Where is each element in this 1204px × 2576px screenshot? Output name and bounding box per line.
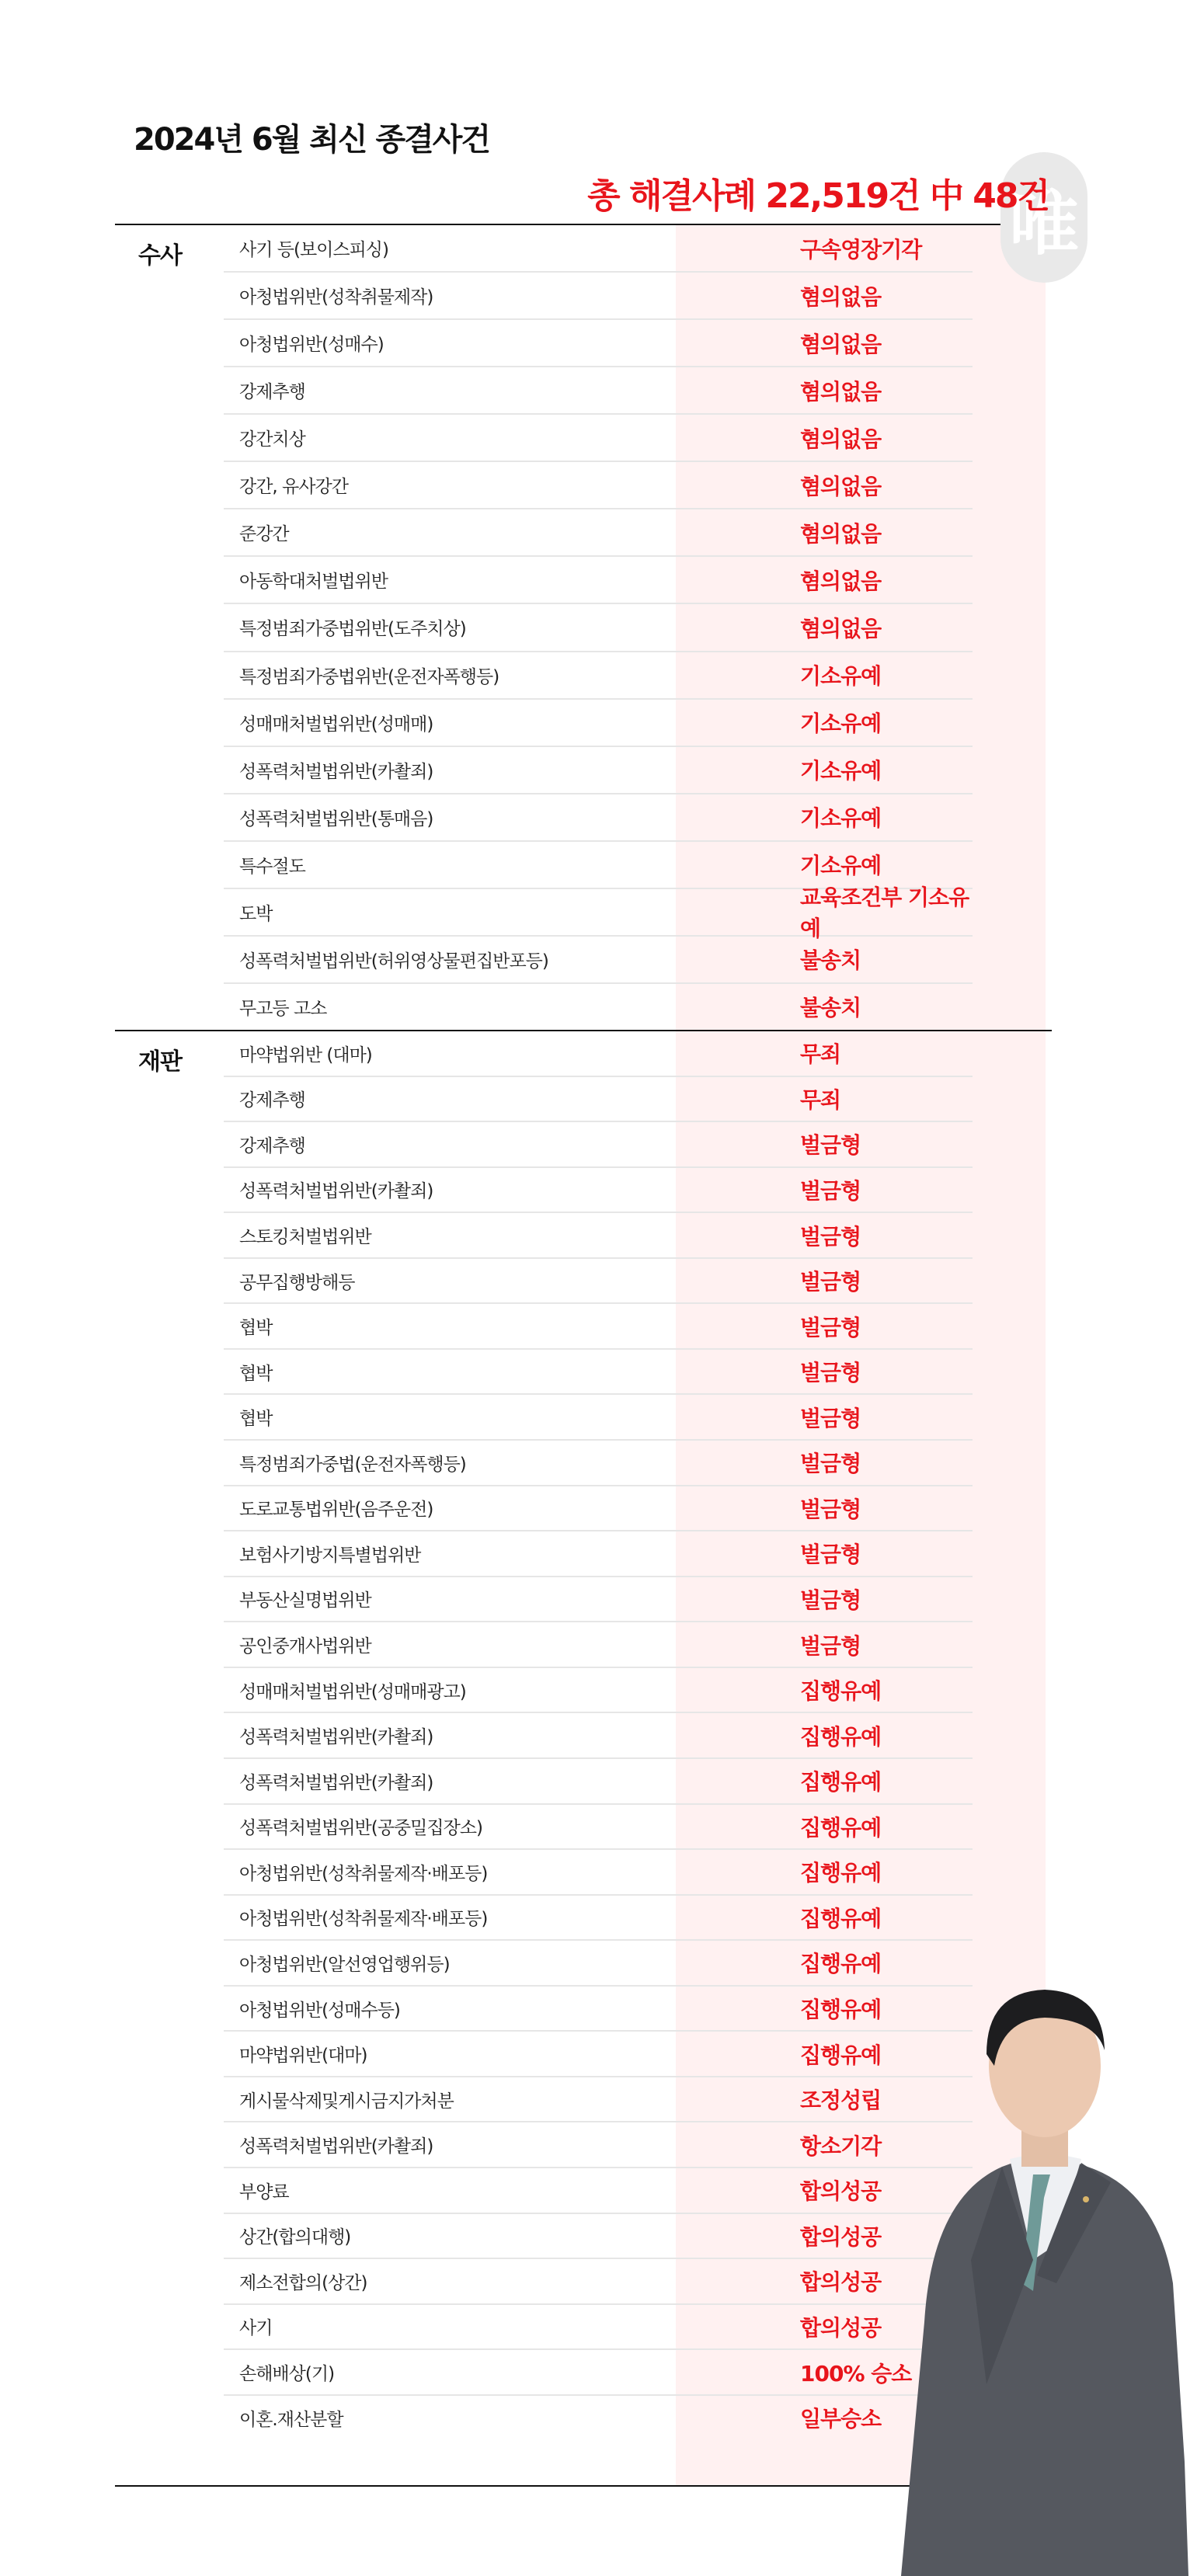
table-row bbox=[224, 1441, 973, 1486]
case-name: 특정범죄가중법위반(운전자폭행등) bbox=[239, 666, 499, 687]
case-name: 사기 bbox=[239, 2318, 273, 2339]
case-result: 조정성립 bbox=[800, 2088, 882, 2114]
case-name: 마약법위반 (대마) bbox=[239, 1045, 372, 1066]
case-name: 아청법위반(성매수등) bbox=[239, 2000, 400, 2021]
table-row bbox=[224, 652, 973, 700]
case-name: 강제추행 bbox=[239, 382, 305, 403]
case-name: 강제추행 bbox=[239, 1090, 305, 1111]
table-row bbox=[224, 2168, 973, 2214]
table-row bbox=[224, 273, 973, 320]
table-row bbox=[224, 984, 973, 1030]
case-result: 기소유예 bbox=[800, 711, 882, 737]
table-row bbox=[224, 509, 973, 557]
page-title: 2024년 6월 최신 종결사건 bbox=[134, 122, 490, 158]
table-row bbox=[224, 320, 973, 367]
case-result: 집행유예 bbox=[800, 1860, 882, 1886]
case-result: 혐의없음 bbox=[800, 473, 882, 499]
case-result: 기소유예 bbox=[800, 805, 882, 832]
seal-char: 唯 bbox=[1009, 183, 1079, 265]
case-name: 마약법위반(대마) bbox=[239, 2046, 367, 2067]
table-row bbox=[224, 794, 973, 842]
case-result: 100% 승소 bbox=[800, 2360, 912, 2387]
case-name: 성폭력처벌법위반(공중밀집장소) bbox=[239, 1818, 482, 1839]
case-name: 성매매처벌법위반(성매매) bbox=[239, 714, 433, 735]
case-result: 벌금형 bbox=[800, 1496, 861, 1522]
case-result: 벌금형 bbox=[800, 1177, 861, 1204]
case-result: 합의성공 bbox=[800, 2223, 882, 2250]
case-result: 기소유예 bbox=[800, 663, 882, 690]
case-result: 집행유예 bbox=[800, 1678, 882, 1705]
table-row bbox=[224, 2350, 973, 2396]
case-name: 특정범죄가중법위반(도주치상) bbox=[239, 619, 466, 640]
case-result: 집행유예 bbox=[800, 1997, 882, 2023]
table-row bbox=[224, 1395, 973, 1441]
case-result: 혐의없음 bbox=[800, 426, 882, 452]
case-name: 성폭력처벌법위반(카촬죄) bbox=[239, 1772, 433, 1793]
table-row bbox=[224, 1486, 973, 1532]
case-name: 준강간 bbox=[239, 524, 289, 545]
case-name: 성폭력처벌법위반(카촬죄) bbox=[239, 1181, 433, 1202]
case-result: 혐의없음 bbox=[800, 331, 882, 357]
table-row bbox=[224, 1622, 973, 1668]
case-result: 일부승소 bbox=[800, 2406, 882, 2432]
section-trial bbox=[115, 1030, 1052, 2432]
case-name: 손해배상(기) bbox=[239, 2364, 335, 2384]
case-result: 기소유예 bbox=[800, 758, 882, 784]
case-name: 특수절도 bbox=[239, 856, 305, 877]
case-name: 성폭력처벌법위반(통매음) bbox=[239, 808, 433, 829]
case-name: 스토킹처벌법위반 bbox=[239, 1227, 371, 1247]
table-row bbox=[224, 604, 973, 652]
table-row bbox=[224, 2032, 973, 2077]
case-name: 협박 bbox=[239, 1363, 273, 1384]
table-row bbox=[224, 1168, 973, 1214]
case-name: 공무집행방해등 bbox=[239, 1272, 355, 1293]
case-name: 도로교통법위반(음주운전) bbox=[239, 1500, 433, 1521]
table-row bbox=[224, 1713, 973, 1759]
case-result: 벌금형 bbox=[800, 1314, 861, 1340]
table-row bbox=[224, 1759, 973, 1805]
case-result: 벌금형 bbox=[800, 1223, 861, 1250]
table-row bbox=[224, 1987, 973, 2032]
case-name: 성폭력처벌법위반(카촬죄) bbox=[239, 2136, 433, 2157]
case-result: 벌금형 bbox=[800, 1451, 861, 1477]
table-row bbox=[224, 1896, 973, 1942]
case-name: 제소전합의(상간) bbox=[239, 2272, 367, 2293]
table-row bbox=[224, 557, 973, 604]
case-name: 아청법위반(성매수) bbox=[239, 335, 384, 356]
case-name: 성폭력처벌법위반(카촬죄) bbox=[239, 1727, 433, 1748]
table-row bbox=[224, 1350, 973, 1396]
case-result: 무죄 bbox=[800, 1041, 841, 1068]
case-name: 보험사기방지특별법위반 bbox=[239, 1545, 421, 1566]
case-result: 벌금형 bbox=[800, 1269, 861, 1295]
table-row bbox=[224, 2305, 973, 2351]
lawyer-photo bbox=[878, 1918, 1204, 2576]
case-result: 구속영장기각 bbox=[800, 236, 922, 262]
table-row bbox=[224, 225, 973, 273]
table-row bbox=[224, 2214, 973, 2260]
case-name: 아청법위반(성착취물제작·배포등) bbox=[239, 1909, 488, 1930]
case-result: 집행유예 bbox=[800, 1905, 882, 1931]
case-name: 이혼.재산분할 bbox=[239, 2409, 343, 2430]
table-row bbox=[224, 937, 973, 984]
case-name: 특정범죄가중법(운전자폭행등) bbox=[239, 1454, 466, 1475]
case-name: 아청법위반(성착취물제작·배포등) bbox=[239, 1863, 488, 1884]
case-result: 기소유예 bbox=[800, 853, 882, 879]
table-row bbox=[224, 1259, 973, 1305]
table-row bbox=[224, 367, 973, 415]
case-name: 성매매처벌법위반(성매매광고) bbox=[239, 1681, 466, 1702]
table-row bbox=[224, 1531, 973, 1577]
case-result: 교육조건부 기소유예 bbox=[800, 885, 969, 942]
case-name: 공인중개사법위반 bbox=[239, 1636, 371, 1657]
case-name: 협박 bbox=[239, 1409, 273, 1430]
table-row bbox=[224, 462, 973, 509]
case-name: 부동산실명법위반 bbox=[239, 1590, 371, 1611]
table-row bbox=[224, 415, 973, 462]
table-row bbox=[224, 1577, 973, 1623]
table-row bbox=[224, 1077, 973, 1123]
table-row bbox=[224, 2077, 973, 2123]
case-result: 집행유예 bbox=[800, 1814, 882, 1841]
case-name: 아청법위반(성착취물제작) bbox=[239, 287, 433, 308]
case-result: 불송치 bbox=[800, 947, 861, 974]
case-name: 게시물삭제및게시금지가처분 bbox=[239, 2091, 454, 2112]
case-result: 집행유예 bbox=[800, 1951, 882, 1977]
section-investigation bbox=[115, 224, 1052, 1021]
table-row bbox=[224, 1122, 973, 1168]
case-result: 합의성공 bbox=[800, 2314, 882, 2341]
case-name: 무고등 고소 bbox=[239, 998, 327, 1019]
case-result: 혐의없음 bbox=[800, 568, 882, 594]
table-row bbox=[224, 2122, 973, 2168]
table-row bbox=[224, 2396, 973, 2440]
case-name: 아청법위반(알선영업행위등) bbox=[239, 1954, 450, 1975]
table-row bbox=[224, 1850, 973, 1896]
case-result: 벌금형 bbox=[800, 1132, 861, 1159]
case-result: 집행유예 bbox=[800, 1723, 882, 1750]
table-row bbox=[224, 2259, 973, 2305]
case-name: 상간(합의대행) bbox=[239, 2227, 351, 2248]
case-name: 아동학대처벌법위반 bbox=[239, 572, 388, 593]
table-row bbox=[224, 1304, 973, 1350]
case-name: 협박 bbox=[239, 1318, 273, 1339]
case-result: 벌금형 bbox=[800, 1632, 861, 1659]
case-result: 집행유예 bbox=[800, 2042, 882, 2068]
case-result: 벌금형 bbox=[800, 1405, 861, 1431]
case-name: 성폭력처벌법위반(카촬죄) bbox=[239, 761, 433, 782]
case-name: 강간치상 bbox=[239, 429, 305, 450]
case-name: 성폭력처벌법위반(허위영상물편집반포등) bbox=[239, 951, 548, 972]
section-label: 재판 bbox=[138, 1048, 182, 1076]
case-result: 무죄 bbox=[800, 1086, 841, 1113]
case-result: 벌금형 bbox=[800, 1542, 861, 1568]
table-row bbox=[224, 885, 973, 942]
case-result: 합의성공 bbox=[800, 2269, 882, 2296]
case-name: 사기 등(보이스피싱) bbox=[239, 240, 389, 261]
total-cases-summary: 총 해결사례 22,519건 中 48건 bbox=[587, 176, 1049, 216]
case-result: 합의성공 bbox=[800, 2178, 882, 2205]
table-row bbox=[224, 1668, 973, 1714]
case-name: 부양료 bbox=[239, 2181, 289, 2202]
section-label: 수사 bbox=[138, 242, 182, 269]
case-result: 혐의없음 bbox=[800, 615, 882, 641]
case-result: 벌금형 bbox=[800, 1360, 861, 1386]
table-row bbox=[224, 1941, 973, 1987]
case-result: 혐의없음 bbox=[800, 520, 882, 547]
case-result: 불송치 bbox=[800, 995, 861, 1021]
table-row bbox=[224, 747, 973, 794]
table-row bbox=[224, 1031, 973, 1077]
table-row bbox=[224, 1213, 973, 1259]
table-row bbox=[224, 1805, 973, 1851]
case-result: 항소기각 bbox=[800, 2133, 882, 2159]
case-result: 벌금형 bbox=[800, 1587, 861, 1613]
case-name: 도박 bbox=[239, 903, 273, 924]
case-name: 강간, 유사강간 bbox=[239, 477, 348, 498]
case-result: 혐의없음 bbox=[800, 283, 882, 310]
case-name: 강제추행 bbox=[239, 1135, 305, 1156]
case-result: 혐의없음 bbox=[800, 378, 882, 405]
table-row bbox=[224, 700, 973, 747]
case-result: 집행유예 bbox=[800, 1769, 882, 1796]
